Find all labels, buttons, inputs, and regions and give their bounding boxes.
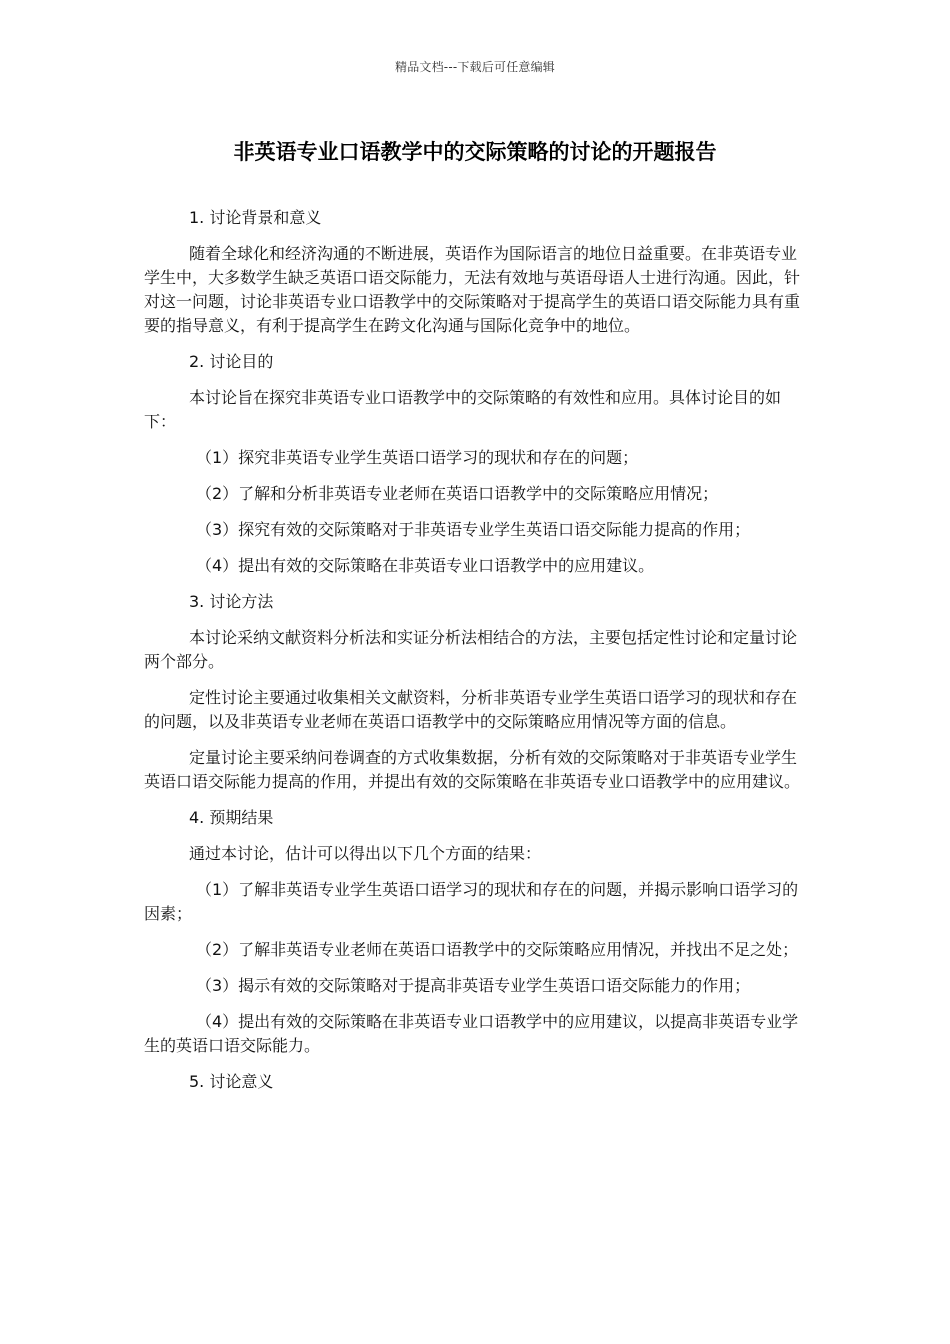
paragraph-purpose: 本讨论旨在探究非英语专业口语教学中的交际策略的有效性和应用。具体讨论目的如下： bbox=[144, 388, 782, 431]
document-title: 非英语专业口语教学中的交际策略的讨论的开题报告 bbox=[233, 140, 717, 164]
list-item: （3）揭示有效的交际策略对于提高非英语专业学生英语口语交际能力的作用； bbox=[196, 976, 751, 995]
document-body bbox=[144, 206, 806, 1106]
paragraph-method: 本讨论采纳文献资料分析法和实证分析法相结合的方法，主要包括定性讨论和定量讨论两个部分。 bbox=[144, 628, 798, 671]
list-item: （2）了解非英语专业老师在英语口语教学中的交际策略应用情况，并找出不足之处； bbox=[196, 940, 799, 959]
paragraph-qualitative: 定性讨论主要通过收集相关文献资料，分析非英语专业学生英语口语学习的现状和存在的问题，以及非英语专业老师在英语口语教学中的交际策略应用情况等方面的信息。 bbox=[144, 688, 798, 731]
list-item: （2）了解和分析非英语专业老师在英语口语教学中的交际策略应用情况； bbox=[196, 484, 719, 503]
list-item: （4）提出有效的交际策略在非英语专业口语教学中的应用建议，以提高非英语专业学生的英语口语交际能力。 bbox=[144, 1012, 799, 1055]
paragraph-quantitative: 定量讨论主要采纳问卷调查的方式收集数据，分析有效的交际策略对于非英语专业学生英语口语交际能力提高的作用，并提出有效的交际策略在非英语专业口语教学中的应用建议。 bbox=[144, 748, 801, 791]
section-heading-background: 1. 讨论背景和意义 bbox=[189, 208, 322, 227]
section-heading-purpose: 2. 讨论目的 bbox=[189, 352, 274, 371]
list-item: （3）探究有效的交际策略对于非英语专业学生英语口语交际能力提高的作用； bbox=[196, 520, 751, 539]
paragraph-background: 随着全球化和经济沟通的不断进展，英语作为国际语言的地位日益重要。在非英语专业学生中，大多数学生缺乏英语口语交际能力，无法有效地与英语母语人士进行沟通。因此，针对这一问题，讨论非英语专业口语教学中的交际策略对于提高学生的英语口语交际能力具有重要的指导意义，有利于提高学生在跨文化沟通与国际化竞争中的地位。 bbox=[144, 244, 801, 335]
list-item: （1）了解非英语专业学生英语口语学习的现状和存在的问题，并揭示影响口语学习的因素； bbox=[144, 880, 799, 923]
page-header: 精品文档---下载后可任意编辑 bbox=[395, 60, 555, 74]
section-heading-significance: 5. 讨论意义 bbox=[189, 1072, 274, 1091]
list-item: （1）探究非英语专业学生英语口语学习的现状和存在的问题； bbox=[196, 448, 639, 467]
paragraph-results: 通过本讨论，估计可以得出以下几个方面的结果： bbox=[189, 844, 542, 863]
section-heading-results: 4. 预期结果 bbox=[189, 808, 274, 827]
list-item: （4）提出有效的交际策略在非英语专业口语教学中的应用建议。 bbox=[196, 556, 655, 575]
section-heading-method: 3. 讨论方法 bbox=[189, 592, 274, 611]
